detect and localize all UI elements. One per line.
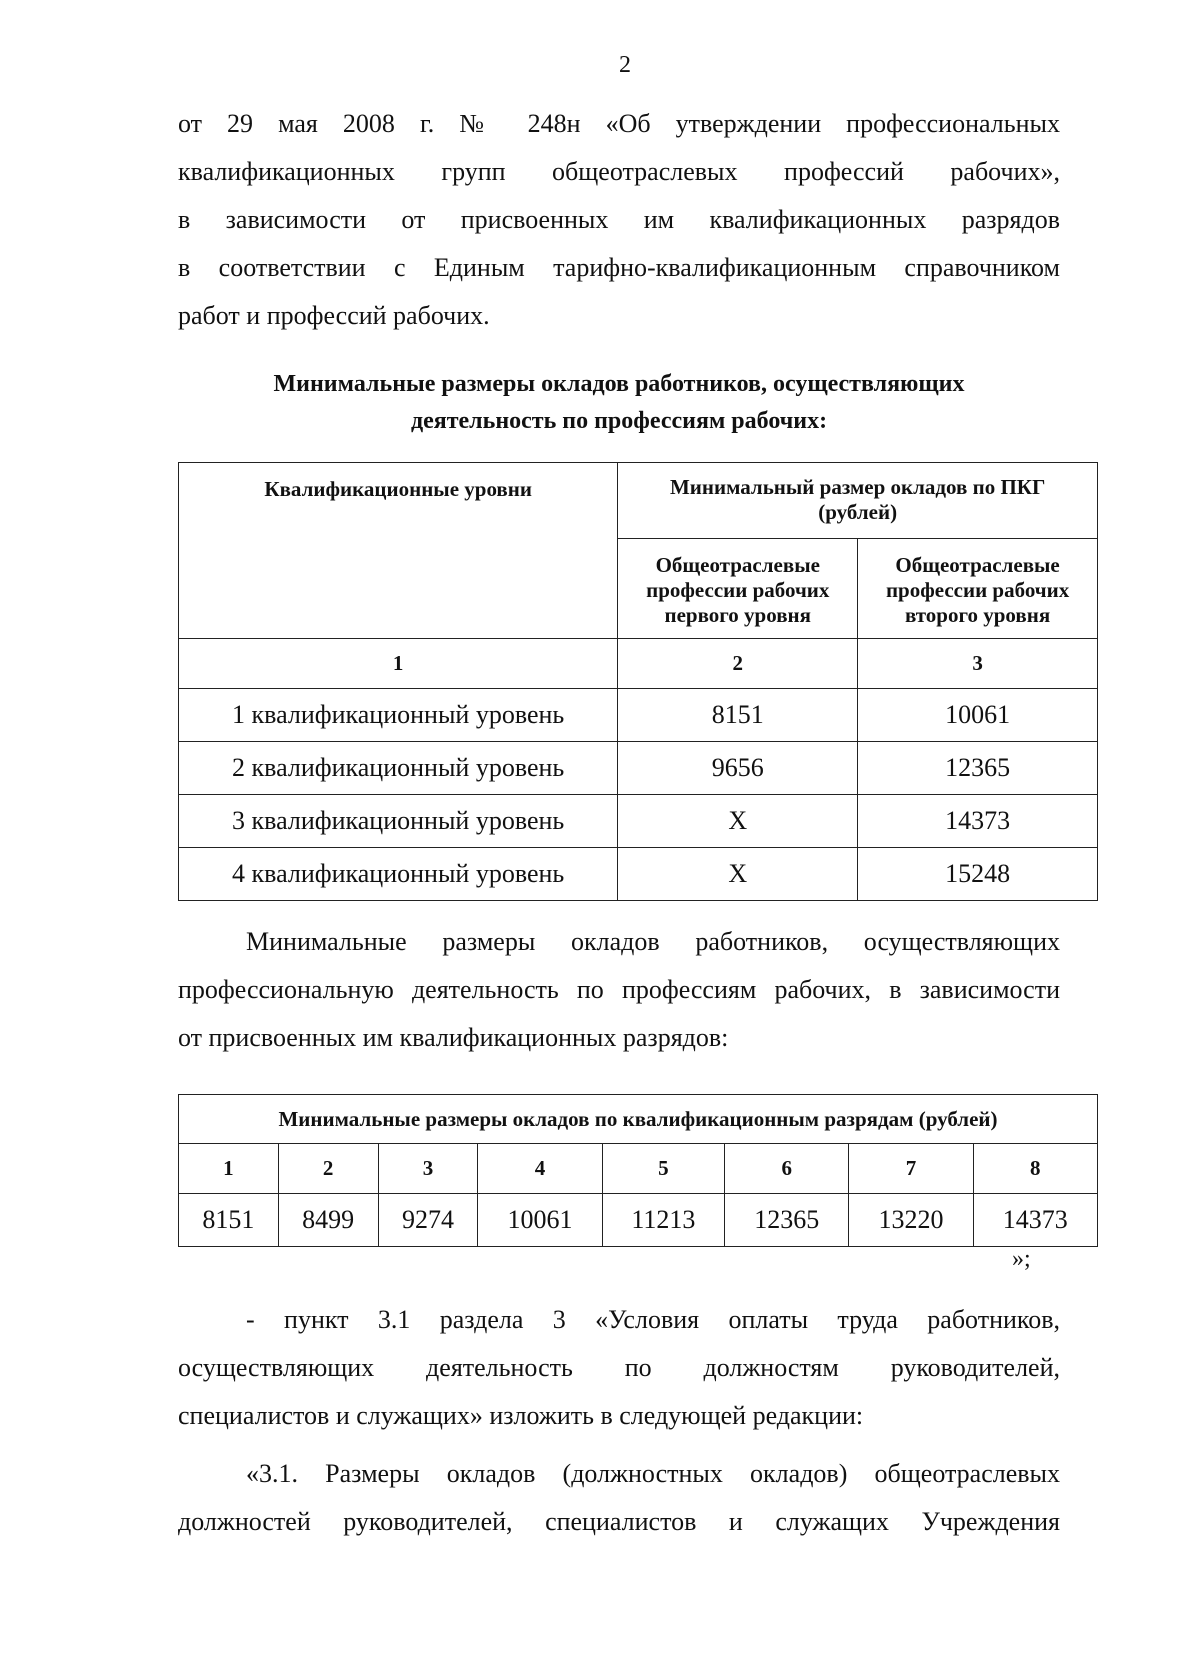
value-cell: 14373 bbox=[858, 795, 1098, 848]
intro-paragraph bbox=[178, 100, 1060, 340]
table1-heading-line: Минимальные размеры окладов работников, осуществляющих bbox=[273, 371, 965, 397]
middle-line: Минимальные размеры окладов работников, осуществляющих bbox=[246, 927, 1060, 956]
value-cell: 8151 bbox=[618, 689, 858, 742]
table-row bbox=[179, 848, 1098, 901]
value-cell: 12365 bbox=[858, 742, 1098, 795]
grade-table-header: Минимальные размеры окладов по квалификационным разрядам (рублей) bbox=[179, 1095, 1098, 1144]
level-cell: 2 квалификационный уровень bbox=[179, 742, 618, 795]
grade-value: 12365 bbox=[725, 1194, 849, 1247]
col-header-levels: Квалификационные уровни bbox=[179, 463, 618, 639]
middle-paragraph bbox=[178, 918, 1060, 1062]
closing-quote: »; bbox=[1012, 1246, 1031, 1272]
grade-salary-table bbox=[178, 1094, 1098, 1247]
table-row bbox=[179, 795, 1098, 848]
grade-value: 10061 bbox=[478, 1194, 602, 1247]
value-cell: 10061 bbox=[858, 689, 1098, 742]
col-header-second-level: Общеотраслевые профессии рабочих второго уровня bbox=[858, 539, 1098, 639]
middle-line: профессиональную деятельность по профессиям рабочих, в зависимости bbox=[178, 975, 1060, 1004]
col-header-group: Минимальный размер окладов по ПКГ (рублей) bbox=[618, 463, 1098, 539]
column-number: 3 bbox=[858, 639, 1098, 689]
final-line: «3.1. Размеры окладов (должностных окладов) общеотраслевых bbox=[246, 1459, 1060, 1488]
value-cell: 9656 bbox=[618, 742, 858, 795]
final-line: должностей руководителей, специалистов и служащих Учреждения bbox=[178, 1507, 1060, 1536]
grade-number: 5 bbox=[602, 1144, 724, 1194]
point-line: - пункт 3.1 раздела 3 «Условия оплаты труда работников, bbox=[246, 1305, 1060, 1334]
point-line: осуществляющих деятельность по должностям руководителей, bbox=[178, 1353, 1060, 1382]
column-number: 2 bbox=[618, 639, 858, 689]
grade-number: 8 bbox=[973, 1144, 1097, 1194]
grade-number: 2 bbox=[278, 1144, 378, 1194]
table1-heading bbox=[178, 366, 1060, 440]
grade-number: 4 bbox=[478, 1144, 602, 1194]
table-row bbox=[179, 1194, 1098, 1247]
table-row bbox=[179, 689, 1098, 742]
middle-line: от присвоенных им квалификационных разрядов: bbox=[178, 1023, 729, 1052]
column-number: 1 bbox=[179, 639, 618, 689]
intro-line: в соответствии с Единым тарифно-квалификационным справочником bbox=[178, 253, 1060, 282]
page-number: 2 bbox=[619, 52, 631, 78]
grade-number: 1 bbox=[179, 1144, 279, 1194]
grade-number: 7 bbox=[849, 1144, 973, 1194]
point-paragraph bbox=[178, 1296, 1060, 1440]
level-cell: 4 квалификационный уровень bbox=[179, 848, 618, 901]
intro-line: от 29 мая 2008 г. № 248н «Об утверждении профессиональных bbox=[178, 109, 1060, 138]
grade-value: 11213 bbox=[602, 1194, 724, 1247]
grade-number: 6 bbox=[725, 1144, 849, 1194]
value-cell: 15248 bbox=[858, 848, 1098, 901]
value-cell: Х bbox=[618, 795, 858, 848]
table-row bbox=[179, 742, 1098, 795]
intro-line: в зависимости от присвоенных им квалификационных разрядов bbox=[178, 205, 1060, 234]
point-line: специалистов и служащих» изложить в следующей редакции: bbox=[178, 1401, 864, 1430]
grade-value: 13220 bbox=[849, 1194, 973, 1247]
grade-value: 9274 bbox=[378, 1194, 478, 1247]
salary-levels-table bbox=[178, 462, 1098, 901]
level-cell: 3 квалификационный уровень bbox=[179, 795, 618, 848]
level-cell: 1 квалификационный уровень bbox=[179, 689, 618, 742]
table1-heading-line: деятельность по профессиям рабочих: bbox=[410, 408, 828, 434]
grade-value: 8151 bbox=[179, 1194, 279, 1247]
grade-value: 14373 bbox=[973, 1194, 1097, 1247]
value-cell: Х bbox=[618, 848, 858, 901]
grade-number: 3 bbox=[378, 1144, 478, 1194]
grade-value: 8499 bbox=[278, 1194, 378, 1247]
col-header-first-level: Общеотраслевые профессии рабочих первого уровня bbox=[618, 539, 858, 639]
intro-line: работ и профессий рабочих. bbox=[178, 301, 490, 330]
final-paragraph bbox=[178, 1450, 1060, 1546]
intro-line: квалификационных групп общеотраслевых профессий рабочих», bbox=[178, 157, 1060, 186]
